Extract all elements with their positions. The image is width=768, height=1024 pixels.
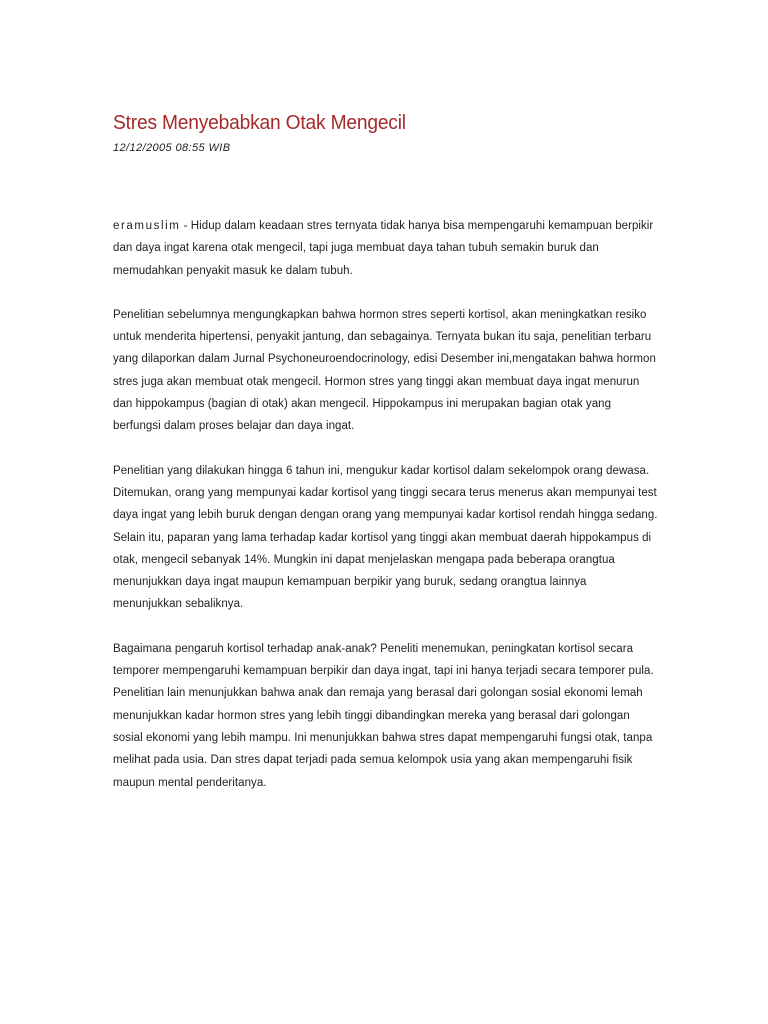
article-body: [113, 215, 658, 794]
paragraph-intro-text: - Hidup dalam keadaan stres ternyata tidak hanya bisa mempengaruhi kemampuan berpikir dan daya ingat karena otak mengecil, tapi juga membuat daya tahan tubuh semakin buruk dan memudahkan penyakit masuk ke dalam tubuh.: [113, 220, 654, 277]
paragraph-hormone-research: Penelitian sebelumnya mengungkapkan bahwa hormon stres seperti kortisol, akan meningkatkan resiko untuk menderita hipertensi, penyakit jantung, dan sebagainya. Ternyata bukan itu saja, penelitian terbaru yang dilaporkan dalam Jurnal Psychoneuroendocrinology, edisi Desember ini,mengatakan bahwa hormon stres juga akan membuat otak mengecil. Hormon stres yang tinggi akan membuat daya ingat menurun dan hippokampus (bagian di otak) akan mengecil. Hippokampus ini merupakan bagian otak yang berfungsi dalam proses belajar dan daya ingat.: [113, 308, 656, 433]
source-name: eramuslim: [113, 220, 181, 232]
document-page: [113, 110, 658, 816]
paragraph-children-effects: Bagaimana pengaruh kortisol terhadap anak-anak? Peneliti menemukan, peningkatan kortisol secara temporer mempengaruhi kemampuan berpikir dan daya ingat, tapi ini hanya terjadi secara temporer pula. Penelitian lain menunjukkan bahwa anak dan remaja yang berasal dari golongan sosial ekonomi lemah menunjukkan kadar hormon stres yang lebih tinggi dibandingkan mereka yang berasal dari golongan sosial ekonomi yang lebih mampu. Ini menunjukkan bahwa stres dapat mempengaruhi fungsi otak, tanpa melihat pada usia. Dan stres dapat terjadi pada semua kelompok usia yang akan mempengaruhi fisik maupun mental penderitanya.: [113, 642, 654, 789]
article-title: Stres Menyebabkan Otak Mengecil: [113, 112, 406, 134]
paragraph-study-findings: Penelitian yang dilakukan hingga 6 tahun ini, mengukur kadar kortisol dalam sekelompok orang dewasa. Ditemukan, orang yang mempunyai kadar kortisol yang tinggi secara terus menerus akan mempunyai test daya ingat yang lebih buruk dengan dengan orang yang mempunyai kadar kortisol rendah hingga sedang. Selain itu, paparan yang lama terhadap kadar kortisol yang tinggi akan membuat daerah hippokampus di otak, mengecil sebanyak 14%. Mungkin ini dapat menjelaskan mengapa pada beberapa orangtua menunjukkan daya ingat maupun kemampuan berpikir yang buruk, sedang orangtua lainnya menunjukkan sebaliknya.: [113, 464, 658, 611]
article-date: 12/12/2005 08:55 WIB: [113, 142, 231, 154]
paragraph-intro: [113, 215, 658, 282]
